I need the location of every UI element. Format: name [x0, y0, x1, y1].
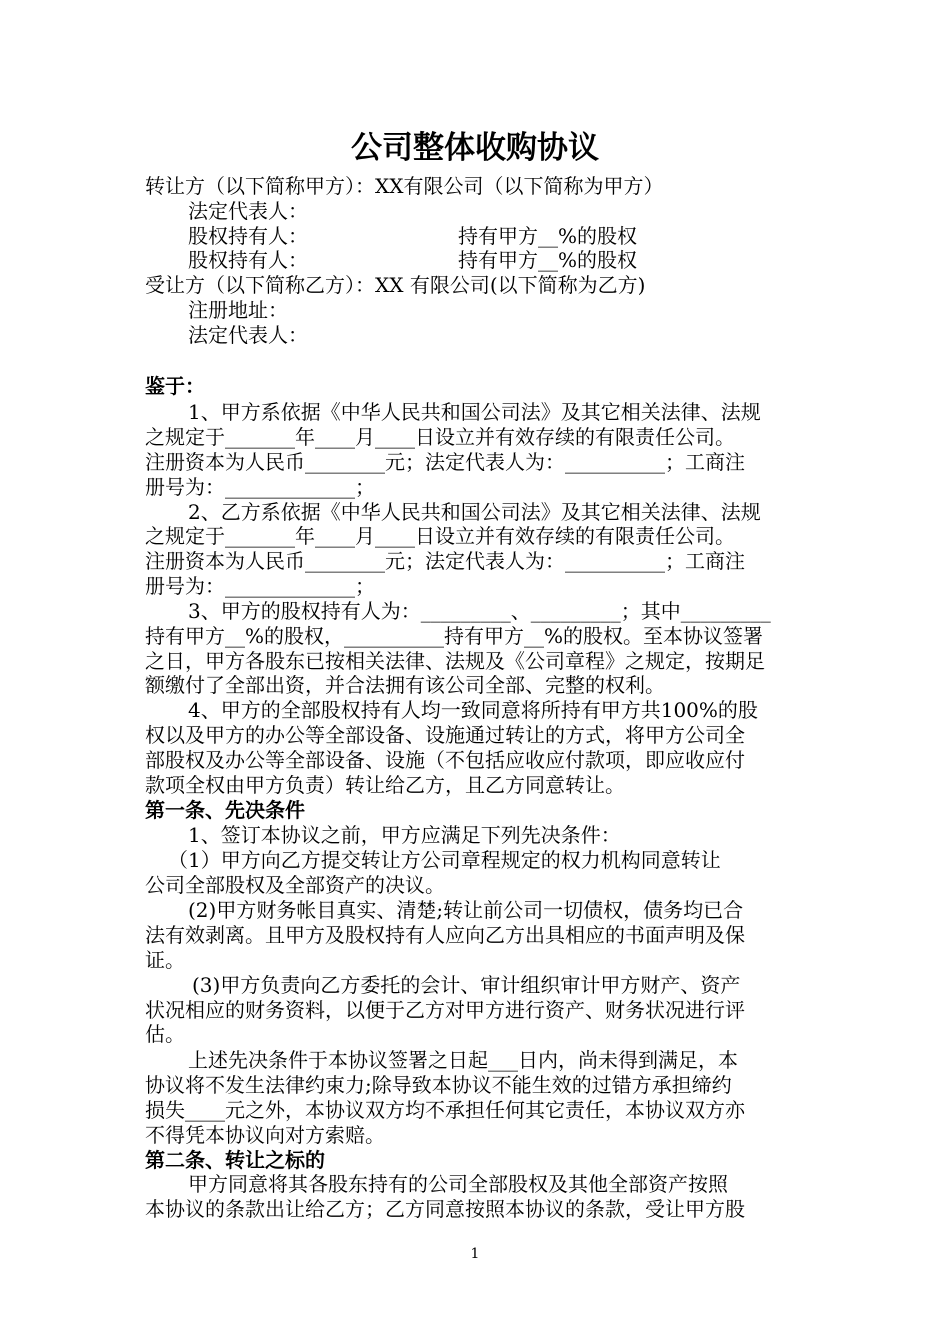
- recital-line: 1、甲方系依据《中华人民共和国公司法》及其它相关法律、法规: [188, 400, 761, 424]
- article1-line: （1）甲方向乙方提交转让方公司章程规定的权力机构同意转让: [168, 848, 721, 872]
- holder1-label: 股权持有人：: [188, 224, 308, 248]
- recital-line: 注册资本为人民币________元；法定代表人为：__________；工商注: [145, 549, 745, 573]
- article1-line: 损失____元之外，本协议双方均不承担任何其它责任，本协议双方亦: [145, 1098, 745, 1122]
- article2-heading: 第二条、转让之标的: [145, 1148, 325, 1172]
- recital-line: 册号为：_____________；: [145, 475, 375, 499]
- article1-line: 上述先决条件于本协议签署之日起___日内，尚未得到满足，本: [188, 1048, 738, 1072]
- transferee-rep-line: 法定代表人：: [188, 323, 308, 347]
- recital-line: 权以及甲方的办公等全部设备、设施通过转让的方式，将甲方公司全: [145, 723, 745, 747]
- article1-line: 1、签订本协议之前，甲方应满足下列先决条件：: [188, 823, 621, 847]
- holder1-share: 持有甲方__%的股权: [458, 224, 638, 248]
- transferee-line: 受让方（以下简称乙方）：XX 有限公司(以下简称为乙方): [145, 273, 646, 297]
- article1-line: 公司全部股权及全部资产的决议。: [145, 873, 445, 897]
- recital-line: 册号为：_____________；: [145, 574, 375, 598]
- recital-line: 之规定于_______年____月____日设立并有效存续的有限责任公司。: [145, 425, 735, 449]
- recital-line: 额缴付了全部出资，并合法拥有该公司全部、完整的权利。: [145, 673, 665, 697]
- transferee-address-line: 注册地址：: [188, 298, 288, 322]
- recital-line: 之日，甲方各股东已按相关法律、法规及《公司章程》之规定，按期足: [145, 649, 765, 673]
- article1-line: 不得凭本协议向对方索赔。: [145, 1123, 385, 1147]
- transferor-line: 转让方（以下简称甲方）：XX有限公司（以下简称为甲方）: [145, 174, 664, 198]
- recital-line: 2、乙方系依据《中华人民共和国公司法》及其它相关法律、法规: [188, 500, 761, 524]
- recital-line: 款项全权由甲方负责）转让给乙方，且乙方同意转让。: [145, 773, 625, 797]
- recital-line: 3、甲方的股权持有人为：_________、_________；其中_________: [188, 599, 771, 623]
- transferor-rep-line: 法定代表人：: [188, 199, 308, 223]
- article2-line: 本协议的条款出让给乙方；乙方同意按照本协议的条款，受让甲方股: [145, 1197, 745, 1221]
- article1-line: 协议将不发生法律约束力;除导致本协议不能生效的过错方承担缔约: [145, 1073, 732, 1097]
- article1-heading: 第一条、先决条件: [145, 798, 305, 822]
- recital-line: 持有甲方__%的股权，__________持有甲方__%的股权。至本协议签署: [145, 624, 764, 648]
- page-number: 1: [470, 1246, 480, 1262]
- recital-line: 部股权及办公等全部设备、设施（不包括应收应付款项，即应收应付: [145, 748, 745, 772]
- recitals-heading: 鉴于：: [145, 374, 205, 398]
- article1-line: 状况相应的财务资料，以便于乙方对甲方进行资产、财务状况进行评: [145, 998, 745, 1022]
- article1-line: (2)甲方财务帐目真实、清楚;转让前公司一切债权，债务均已合: [188, 898, 744, 922]
- article1-line: 估。: [145, 1022, 185, 1046]
- article1-line: 法有效剥离。且甲方及股权持有人应向乙方出具相应的书面声明及保: [145, 923, 745, 947]
- article1-line: 证。: [145, 948, 185, 972]
- holder2-label: 股权持有人：: [188, 248, 308, 272]
- recital-line: 之规定于_______年____月____日设立并有效存续的有限责任公司。: [145, 524, 735, 548]
- article2-line: 甲方同意将其各股东持有的公司全部股权及其他全部资产按照: [188, 1172, 728, 1196]
- recital-line: 注册资本为人民币________元；法定代表人为：__________；工商注: [145, 450, 745, 474]
- document-title: 公司整体收购协议: [351, 130, 599, 166]
- recital-line: 4、甲方的全部股权持有人均一致同意将所持有甲方共100%的股: [188, 698, 758, 722]
- article1-line: (3)甲方负责向乙方委托的会计、审计组织审计甲方财产、资产: [192, 973, 741, 997]
- holder2-share: 持有甲方__%的股权: [458, 248, 638, 272]
